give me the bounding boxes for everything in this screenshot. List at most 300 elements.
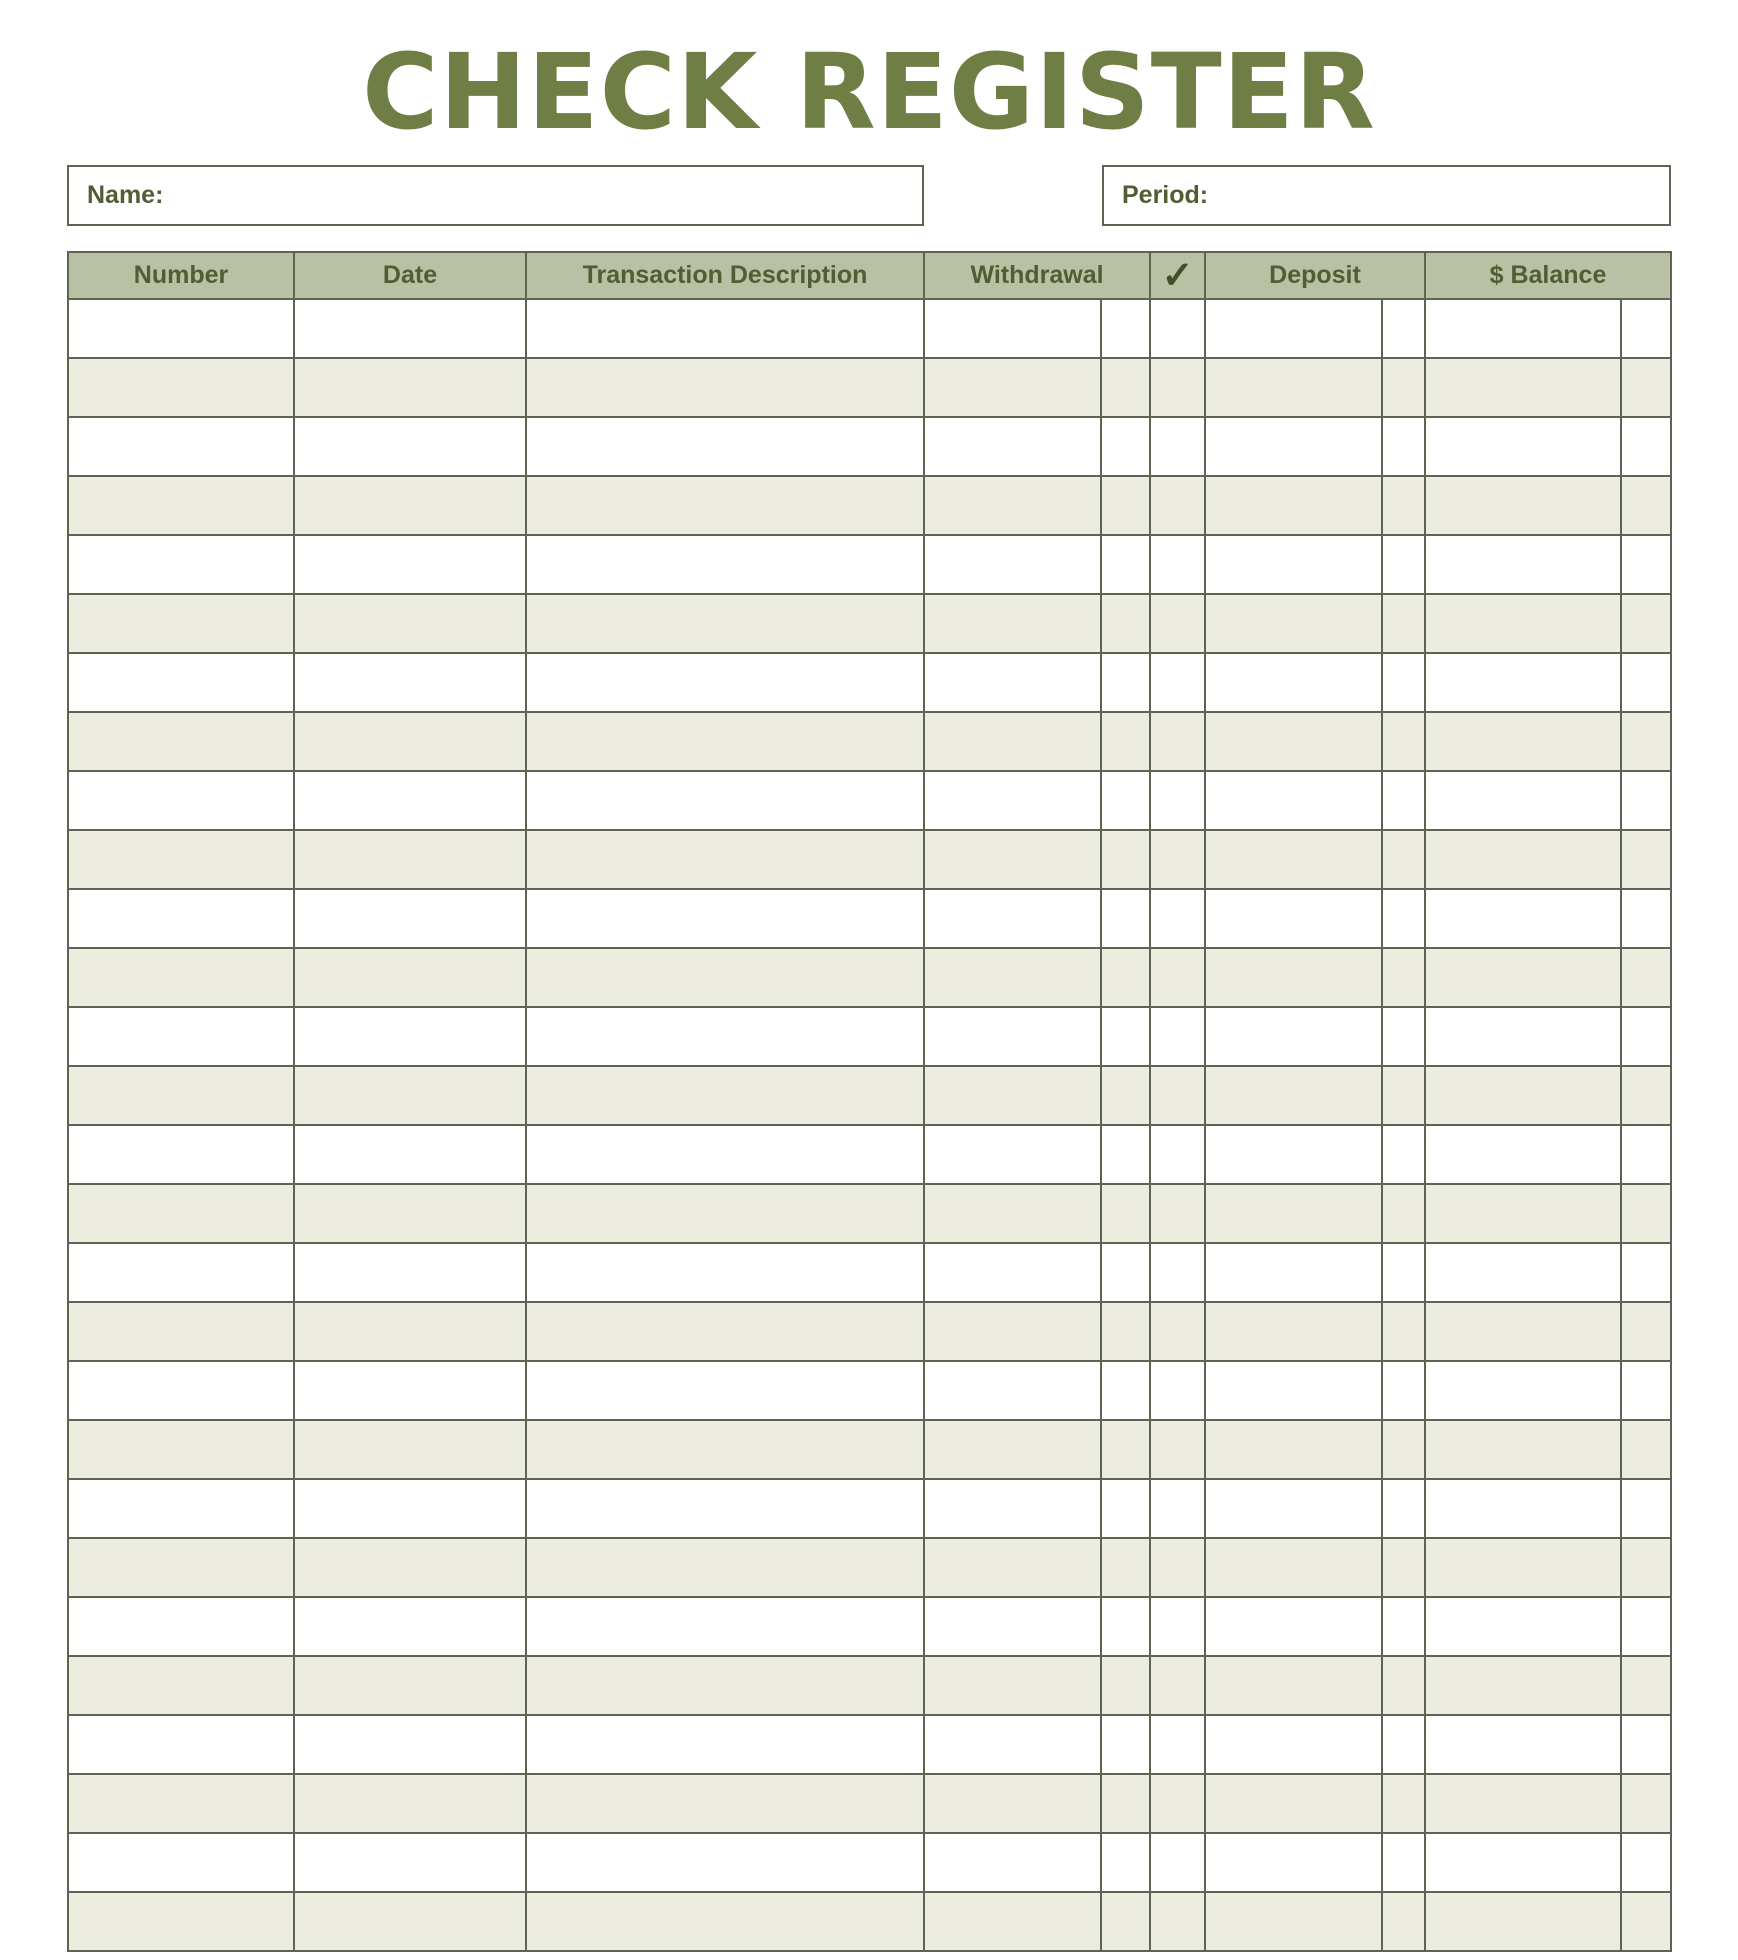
cell-check[interactable] [1150,1361,1205,1420]
cell-description[interactable] [526,1715,924,1774]
cell-check[interactable] [1150,1597,1205,1656]
cell-number[interactable] [68,1361,294,1420]
cell-description[interactable] [526,889,924,948]
cell-balance[interactable] [1425,653,1621,712]
cell-balance[interactable] [1425,1184,1621,1243]
cell-balance[interactable] [1425,1656,1621,1715]
cell-number[interactable] [68,771,294,830]
cell-number[interactable] [68,1892,294,1951]
cell-withdrawal[interactable] [924,1125,1101,1184]
cell-check[interactable] [1150,889,1205,948]
cell-balance_cents[interactable] [1621,1066,1671,1125]
cell-check[interactable] [1150,1066,1205,1125]
cell-deposit[interactable] [1205,1715,1382,1774]
cell-balance[interactable] [1425,948,1621,1007]
cell-withdrawal_cents[interactable] [1101,1361,1150,1420]
cell-number[interactable] [68,1066,294,1125]
cell-withdrawal_cents[interactable] [1101,653,1150,712]
cell-balance[interactable] [1425,358,1621,417]
cell-balance_cents[interactable] [1621,889,1671,948]
cell-withdrawal[interactable] [924,1892,1101,1951]
cell-withdrawal_cents[interactable] [1101,1007,1150,1066]
cell-deposit_cents[interactable] [1382,771,1425,830]
cell-deposit[interactable] [1205,417,1382,476]
cell-withdrawal_cents[interactable] [1101,417,1150,476]
cell-description[interactable] [526,594,924,653]
cell-deposit_cents[interactable] [1382,653,1425,712]
cell-date[interactable] [294,299,526,358]
cell-date[interactable] [294,417,526,476]
cell-check[interactable] [1150,771,1205,830]
cell-deposit_cents[interactable] [1382,1597,1425,1656]
cell-balance[interactable] [1425,1538,1621,1597]
cell-description[interactable] [526,1361,924,1420]
cell-withdrawal[interactable] [924,594,1101,653]
cell-number[interactable] [68,1833,294,1892]
cell-date[interactable] [294,830,526,889]
column-header-deposit: Deposit [1205,252,1425,299]
cell-deposit_cents[interactable] [1382,1184,1425,1243]
cell-check[interactable] [1150,1243,1205,1302]
cell-deposit_cents[interactable] [1382,830,1425,889]
cell-balance[interactable] [1425,1420,1621,1479]
cell-withdrawal_cents[interactable] [1101,771,1150,830]
cell-number[interactable] [68,1243,294,1302]
cell-balance[interactable] [1425,1302,1621,1361]
cell-deposit[interactable] [1205,1066,1382,1125]
cell-date[interactable] [294,771,526,830]
cell-description[interactable] [526,1656,924,1715]
cell-number[interactable] [68,1479,294,1538]
register-row [68,712,1671,771]
cell-deposit[interactable] [1205,1833,1382,1892]
cell-date[interactable] [294,1656,526,1715]
cell-withdrawal[interactable] [924,1479,1101,1538]
cell-withdrawal[interactable] [924,889,1101,948]
cell-check[interactable] [1150,594,1205,653]
register-row [68,653,1671,712]
cell-withdrawal_cents[interactable] [1101,1125,1150,1184]
cell-deposit_cents[interactable] [1382,358,1425,417]
cell-check[interactable] [1150,830,1205,889]
cell-withdrawal[interactable] [924,1302,1101,1361]
cell-withdrawal[interactable] [924,1066,1101,1125]
cell-description[interactable] [526,1125,924,1184]
cell-withdrawal[interactable] [924,1715,1101,1774]
cell-check[interactable] [1150,712,1205,771]
cell-date[interactable] [294,1715,526,1774]
cell-description[interactable] [526,830,924,889]
cell-number[interactable] [68,1597,294,1656]
cell-withdrawal[interactable] [924,771,1101,830]
cell-withdrawal[interactable] [924,1597,1101,1656]
cell-date[interactable] [294,1420,526,1479]
cell-deposit[interactable] [1205,1361,1382,1420]
cell-balance_cents[interactable] [1621,1833,1671,1892]
cell-date[interactable] [294,653,526,712]
cell-deposit_cents[interactable] [1382,535,1425,594]
cell-check[interactable] [1150,1774,1205,1833]
cell-number[interactable] [68,1007,294,1066]
cell-balance_cents[interactable] [1621,535,1671,594]
cell-deposit_cents[interactable] [1382,476,1425,535]
cell-deposit[interactable] [1205,1420,1382,1479]
cell-description[interactable] [526,417,924,476]
cell-deposit[interactable] [1205,476,1382,535]
cell-deposit[interactable] [1205,771,1382,830]
cell-date[interactable] [294,1833,526,1892]
cell-withdrawal_cents[interactable] [1101,1774,1150,1833]
cell-deposit_cents[interactable] [1382,1715,1425,1774]
cell-withdrawal_cents[interactable] [1101,889,1150,948]
cell-deposit_cents[interactable] [1382,299,1425,358]
cell-date[interactable] [294,594,526,653]
cell-deposit_cents[interactable] [1382,417,1425,476]
cell-balance[interactable] [1425,1892,1621,1951]
cell-withdrawal_cents[interactable] [1101,1833,1150,1892]
cell-description[interactable] [526,712,924,771]
cell-deposit_cents[interactable] [1382,1007,1425,1066]
cell-check[interactable] [1150,1125,1205,1184]
cell-withdrawal[interactable] [924,1656,1101,1715]
register-row [68,1184,1671,1243]
cell-number[interactable] [68,653,294,712]
cell-balance[interactable] [1425,1066,1621,1125]
cell-number[interactable] [68,1184,294,1243]
cell-withdrawal_cents[interactable] [1101,476,1150,535]
cell-withdrawal[interactable] [924,653,1101,712]
cell-description[interactable] [526,1833,924,1892]
cell-balance_cents[interactable] [1621,1007,1671,1066]
cell-check[interactable] [1150,1715,1205,1774]
cell-balance_cents[interactable] [1621,1184,1671,1243]
cell-check[interactable] [1150,1007,1205,1066]
cell-check[interactable] [1150,653,1205,712]
cell-balance[interactable] [1425,1243,1621,1302]
cell-balance_cents[interactable] [1621,1302,1671,1361]
cell-balance[interactable] [1425,594,1621,653]
cell-balance[interactable] [1425,1833,1621,1892]
register-row [68,299,1671,358]
cell-description[interactable] [526,1243,924,1302]
cell-withdrawal_cents[interactable] [1101,1243,1150,1302]
cell-deposit[interactable] [1205,358,1382,417]
cell-balance[interactable] [1425,1125,1621,1184]
cell-number[interactable] [68,1656,294,1715]
cell-deposit[interactable] [1205,1125,1382,1184]
cell-date[interactable] [294,476,526,535]
cell-deposit[interactable] [1205,1243,1382,1302]
cell-balance_cents[interactable] [1621,299,1671,358]
cell-deposit[interactable] [1205,830,1382,889]
column-header-withdrawal: Withdrawal [924,252,1150,299]
cell-deposit_cents[interactable] [1382,1302,1425,1361]
cell-withdrawal[interactable] [924,1538,1101,1597]
cell-date[interactable] [294,1243,526,1302]
cell-check[interactable] [1150,417,1205,476]
cell-date[interactable] [294,535,526,594]
cell-balance_cents[interactable] [1621,1892,1671,1951]
cell-description[interactable] [526,1774,924,1833]
cell-description[interactable] [526,476,924,535]
register-row [68,1715,1671,1774]
cell-deposit_cents[interactable] [1382,948,1425,1007]
cell-number[interactable] [68,1302,294,1361]
cell-deposit[interactable] [1205,1007,1382,1066]
cell-balance[interactable] [1425,771,1621,830]
cell-description[interactable] [526,1479,924,1538]
cell-deposit_cents[interactable] [1382,1066,1425,1125]
cell-deposit[interactable] [1205,1597,1382,1656]
cell-deposit[interactable] [1205,948,1382,1007]
cell-balance[interactable] [1425,1007,1621,1066]
cell-number[interactable] [68,1125,294,1184]
cell-withdrawal[interactable] [924,299,1101,358]
cell-description[interactable] [526,1007,924,1066]
cell-balance[interactable] [1425,535,1621,594]
cell-balance_cents[interactable] [1621,1420,1671,1479]
cell-number[interactable] [68,535,294,594]
cell-deposit[interactable] [1205,299,1382,358]
cell-balance_cents[interactable] [1621,830,1671,889]
cell-withdrawal[interactable] [924,358,1101,417]
cell-deposit_cents[interactable] [1382,712,1425,771]
cell-deposit[interactable] [1205,712,1382,771]
cell-deposit_cents[interactable] [1382,1420,1425,1479]
cell-withdrawal_cents[interactable] [1101,299,1150,358]
cell-withdrawal_cents[interactable] [1101,948,1150,1007]
register-row [68,1892,1671,1951]
cell-balance[interactable] [1425,830,1621,889]
cell-withdrawal[interactable] [924,712,1101,771]
cell-withdrawal_cents[interactable] [1101,712,1150,771]
cell-number[interactable] [68,358,294,417]
cell-date[interactable] [294,889,526,948]
register-row [68,771,1671,830]
cell-check[interactable] [1150,1656,1205,1715]
cell-date[interactable] [294,1125,526,1184]
cell-deposit_cents[interactable] [1382,1538,1425,1597]
cell-withdrawal[interactable] [924,1833,1101,1892]
cell-withdrawal[interactable] [924,830,1101,889]
cell-balance_cents[interactable] [1621,1479,1671,1538]
cell-description[interactable] [526,1302,924,1361]
cell-deposit[interactable] [1205,1479,1382,1538]
cell-number[interactable] [68,299,294,358]
cell-withdrawal[interactable] [924,1184,1101,1243]
cell-withdrawal_cents[interactable] [1101,1892,1150,1951]
cell-description[interactable] [526,653,924,712]
cell-deposit_cents[interactable] [1382,1243,1425,1302]
cell-balance[interactable] [1425,1479,1621,1538]
cell-withdrawal[interactable] [924,1007,1101,1066]
cell-check[interactable] [1150,1538,1205,1597]
cell-balance_cents[interactable] [1621,653,1671,712]
cell-balance[interactable] [1425,1597,1621,1656]
cell-withdrawal_cents[interactable] [1101,1420,1150,1479]
cell-deposit[interactable] [1205,1892,1382,1951]
cell-date[interactable] [294,1361,526,1420]
check-mark-icon: ✓ [1161,254,1194,297]
cell-check[interactable] [1150,1833,1205,1892]
cell-withdrawal[interactable] [924,1361,1101,1420]
cell-description[interactable] [526,1892,924,1951]
cell-number[interactable] [68,1420,294,1479]
cell-check[interactable] [1150,1479,1205,1538]
cell-withdrawal_cents[interactable] [1101,1184,1150,1243]
cell-description[interactable] [526,535,924,594]
cell-balance_cents[interactable] [1621,1361,1671,1420]
cell-number[interactable] [68,1774,294,1833]
name-field[interactable] [67,165,924,226]
cell-check[interactable] [1150,1892,1205,1951]
cell-deposit[interactable] [1205,1774,1382,1833]
cell-balance[interactable] [1425,476,1621,535]
cell-balance[interactable] [1425,1774,1621,1833]
cell-number[interactable] [68,712,294,771]
cell-withdrawal_cents[interactable] [1101,594,1150,653]
cell-description[interactable] [526,1538,924,1597]
cell-withdrawal_cents[interactable] [1101,358,1150,417]
cell-withdrawal[interactable] [924,1243,1101,1302]
cell-withdrawal[interactable] [924,476,1101,535]
cell-check[interactable] [1150,358,1205,417]
cell-withdrawal_cents[interactable] [1101,535,1150,594]
cell-deposit_cents[interactable] [1382,1656,1425,1715]
cell-deposit_cents[interactable] [1382,889,1425,948]
cell-balance_cents[interactable] [1621,1715,1671,1774]
register-row [68,1243,1671,1302]
cell-number[interactable] [68,948,294,1007]
cell-date[interactable] [294,1066,526,1125]
cell-date[interactable] [294,1597,526,1656]
cell-balance_cents[interactable] [1621,1538,1671,1597]
cell-number[interactable] [68,1715,294,1774]
cell-balance[interactable] [1425,889,1621,948]
cell-balance[interactable] [1425,299,1621,358]
cell-number[interactable] [68,889,294,948]
name-value[interactable] [173,167,904,224]
cell-balance_cents[interactable] [1621,417,1671,476]
cell-check[interactable] [1150,476,1205,535]
cell-number[interactable] [68,1538,294,1597]
cell-check[interactable] [1150,1420,1205,1479]
cell-balance_cents[interactable] [1621,712,1671,771]
cell-date[interactable] [294,1302,526,1361]
cell-deposit_cents[interactable] [1382,1479,1425,1538]
cell-date[interactable] [294,1774,526,1833]
cell-deposit[interactable] [1205,535,1382,594]
cell-balance_cents[interactable] [1621,771,1671,830]
cell-check[interactable] [1150,535,1205,594]
cell-date[interactable] [294,1007,526,1066]
cell-balance_cents[interactable] [1621,594,1671,653]
cell-description[interactable] [526,1420,924,1479]
cell-balance_cents[interactable] [1621,1125,1671,1184]
cell-deposit[interactable] [1205,889,1382,948]
cell-balance_cents[interactable] [1621,358,1671,417]
cell-balance[interactable] [1425,712,1621,771]
cell-date[interactable] [294,1538,526,1597]
cell-check[interactable] [1150,1184,1205,1243]
cell-balance_cents[interactable] [1621,476,1671,535]
cell-number[interactable] [68,417,294,476]
cell-balance_cents[interactable] [1621,1597,1671,1656]
cell-deposit[interactable] [1205,1656,1382,1715]
cell-withdrawal_cents[interactable] [1101,1597,1150,1656]
cell-date[interactable] [294,1184,526,1243]
cell-balance[interactable] [1425,1361,1621,1420]
cell-number[interactable] [68,476,294,535]
cell-description[interactable] [526,358,924,417]
cell-description[interactable] [526,771,924,830]
cell-withdrawal[interactable] [924,948,1101,1007]
cell-withdrawal_cents[interactable] [1101,1479,1150,1538]
cell-check[interactable] [1150,948,1205,1007]
cell-deposit[interactable] [1205,653,1382,712]
cell-balance[interactable] [1425,1715,1621,1774]
register-row [68,1597,1671,1656]
cell-withdrawal_cents[interactable] [1101,1538,1150,1597]
cell-withdrawal_cents[interactable] [1101,1066,1150,1125]
cell-number[interactable] [68,594,294,653]
cell-check[interactable] [1150,1302,1205,1361]
cell-deposit_cents[interactable] [1382,1361,1425,1420]
cell-check[interactable] [1150,299,1205,358]
cell-withdrawal[interactable] [924,535,1101,594]
period-field[interactable] [1102,165,1671,226]
cell-deposit_cents[interactable] [1382,1833,1425,1892]
cell-balance_cents[interactable] [1621,948,1671,1007]
cell-description[interactable] [526,948,924,1007]
register-row [68,476,1671,535]
cell-balance_cents[interactable] [1621,1774,1671,1833]
cell-number[interactable] [68,830,294,889]
cell-withdrawal_cents[interactable] [1101,1656,1150,1715]
cell-deposit_cents[interactable] [1382,1892,1425,1951]
cell-deposit_cents[interactable] [1382,594,1425,653]
register-row [68,594,1671,653]
cell-withdrawal[interactable] [924,417,1101,476]
cell-deposit_cents[interactable] [1382,1125,1425,1184]
register-row [68,948,1671,1007]
cell-balance_cents[interactable] [1621,1656,1671,1715]
cell-withdrawal[interactable] [924,1774,1101,1833]
period-value[interactable] [1218,167,1651,224]
form-fields-row [67,165,1671,226]
cell-description[interactable] [526,1184,924,1243]
cell-date[interactable] [294,712,526,771]
cell-withdrawal_cents[interactable] [1101,1715,1150,1774]
cell-date[interactable] [294,358,526,417]
cell-deposit[interactable] [1205,1302,1382,1361]
cell-deposit[interactable] [1205,1538,1382,1597]
cell-deposit_cents[interactable] [1382,1774,1425,1833]
cell-withdrawal[interactable] [924,1420,1101,1479]
cell-description[interactable] [526,1597,924,1656]
cell-date[interactable] [294,948,526,1007]
cell-description[interactable] [526,299,924,358]
cell-description[interactable] [526,1066,924,1125]
cell-balance[interactable] [1425,417,1621,476]
cell-deposit[interactable] [1205,1184,1382,1243]
cell-date[interactable] [294,1479,526,1538]
cell-withdrawal_cents[interactable] [1101,1302,1150,1361]
cell-withdrawal_cents[interactable] [1101,830,1150,889]
cell-deposit[interactable] [1205,594,1382,653]
cell-balance_cents[interactable] [1621,1243,1671,1302]
cell-date[interactable] [294,1892,526,1951]
